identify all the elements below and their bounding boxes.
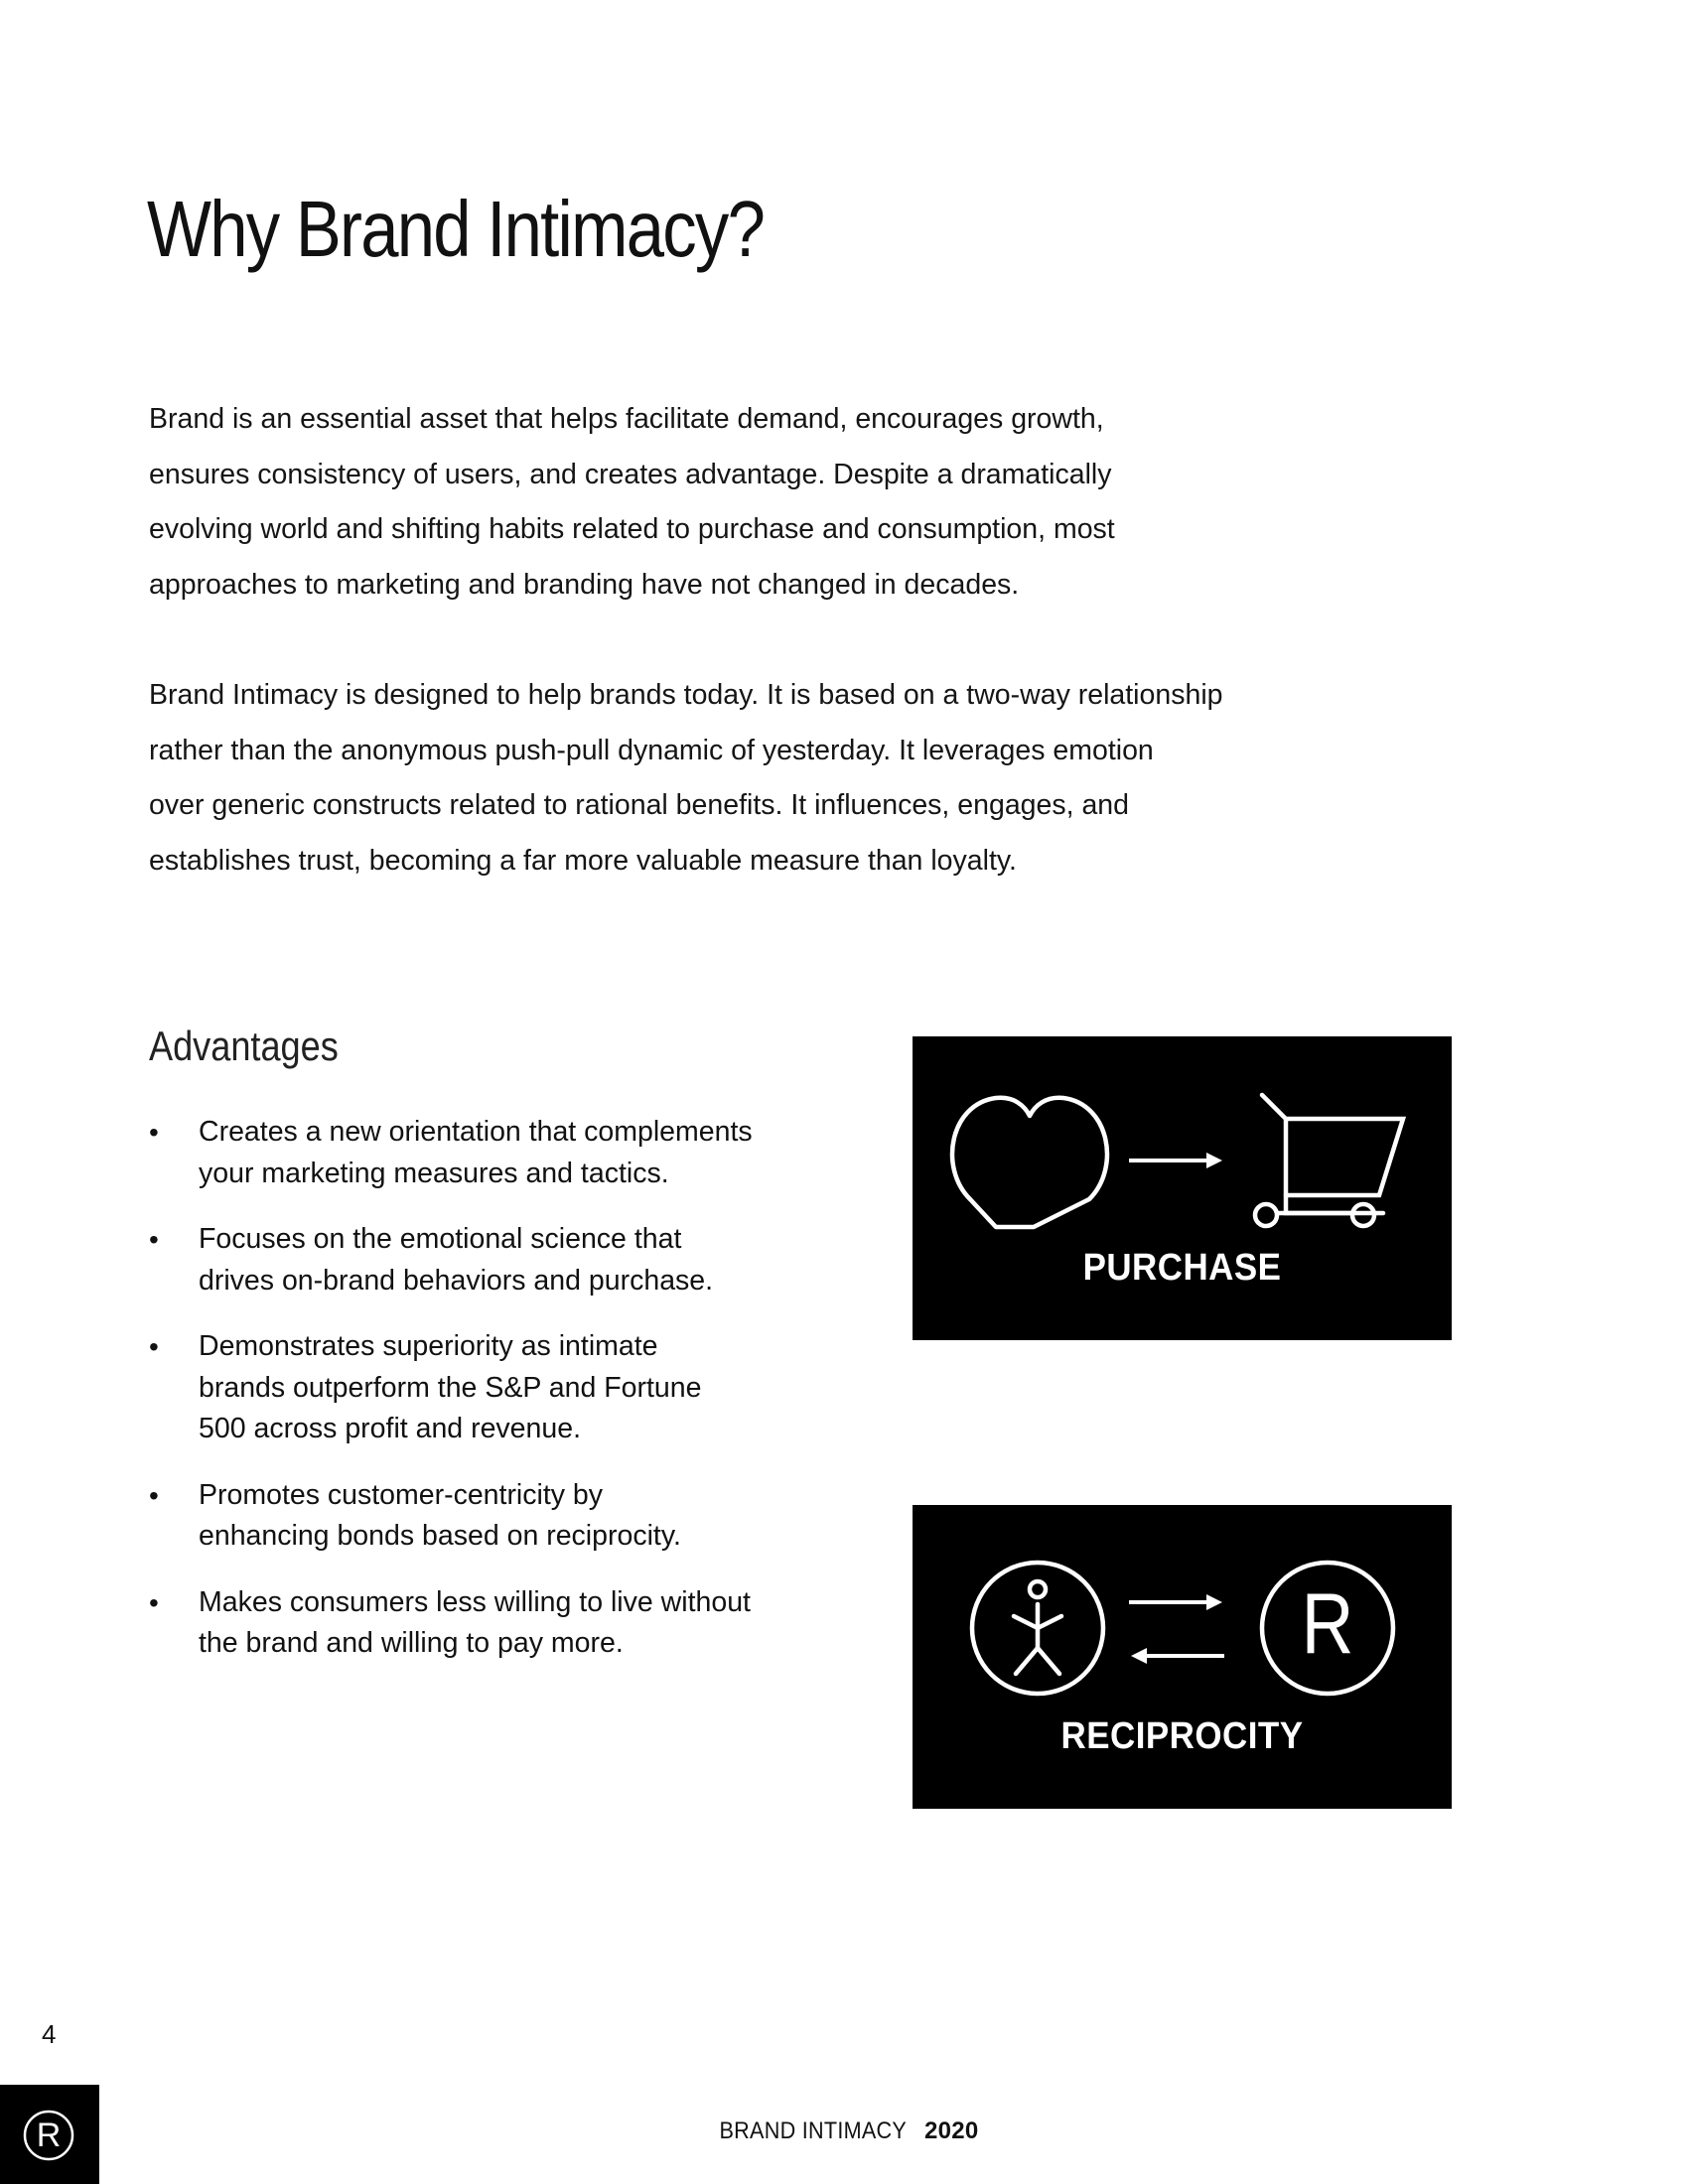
paragraph-line: Brand Intimacy is designed to help brands today. It is based on a two-way relationship [149, 679, 1223, 711]
paragraph-line: over generic constructs related to rational benefits. It influences, engages, and [149, 789, 1130, 821]
list-item [149, 1475, 864, 1558]
purchase-label: PURCHASE [1082, 1247, 1282, 1289]
heart-icon [952, 1098, 1107, 1227]
paragraph-line: approaches to marketing and branding have not changed in decades. [149, 568, 1020, 601]
list-item-line: Promotes customer-centricity by [199, 1478, 604, 1511]
shopping-cart-icon [1255, 1095, 1403, 1226]
bullet-icon: • [149, 1479, 159, 1511]
person-icon [972, 1563, 1103, 1694]
footer [0, 2117, 1688, 2145]
exchange-arrows-icon [1129, 1594, 1224, 1664]
logo-r-glyph: R [36, 2116, 62, 2154]
page-title: Why Brand Intimacy? [147, 185, 765, 273]
list-item-line: Focuses on the emotional science that [199, 1223, 682, 1255]
advantages-heading: Advantages [149, 1023, 339, 1069]
list-item-line: Makes consumers less willing to live without [199, 1585, 751, 1618]
paragraph-line: evolving world and shifting habits related to purchase and consumption, most [149, 513, 1115, 545]
list-item-line: your marketing measures and tactics. [199, 1157, 669, 1189]
arrow-right-icon [1129, 1153, 1222, 1168]
bullet-icon: • [149, 1586, 159, 1618]
list-item-line: Creates a new orientation that complements [199, 1116, 753, 1148]
paragraph-line: ensures consistency of users, and creates advantage. Despite a dramatically [149, 458, 1112, 490]
list-item-line: 500 across profit and revenue. [199, 1413, 581, 1444]
reciprocity-card [913, 1505, 1452, 1809]
purchase-illustration [913, 1036, 1452, 1340]
reciprocity-label: RECIPROCITY [1060, 1715, 1304, 1757]
list-item [149, 1112, 864, 1194]
list-item-line: drives on-brand behaviors and purchase. [199, 1264, 714, 1297]
list-item-line: enhancing bonds based on reciprocity. [199, 1520, 681, 1552]
registered-r-glyph: R [1301, 1576, 1354, 1672]
paragraph-line: rather than the anonymous push-pull dynamic of yesterday. It leverages emotion [149, 734, 1154, 766]
page-number: 4 [42, 2019, 57, 2049]
bullet-icon: • [149, 1331, 159, 1362]
bullet-icon: • [149, 1224, 159, 1255]
paragraph-line: Brand is an essential asset that helps facilitate demand, encourages growth, [149, 403, 1104, 435]
list-item [149, 1326, 864, 1450]
footer-year: 2020 [923, 2117, 979, 2144]
list-item [149, 1582, 864, 1665]
list-item-line: the brand and willing to pay more. [199, 1627, 624, 1659]
list-item-line: Demonstrates superiority as intimate [199, 1330, 658, 1362]
bullet-icon: • [149, 1117, 159, 1148]
purchase-card [913, 1036, 1452, 1340]
intro-paragraph-2 [149, 668, 1301, 888]
list-item [149, 1219, 864, 1301]
intro-paragraph-1 [149, 392, 1301, 613]
footer-publication: BRAND INTIMACY [719, 2117, 908, 2144]
advantages-list [149, 1112, 864, 1690]
paragraph-line: establishes trust, becoming a far more valuable measure than loyalty. [149, 844, 1017, 877]
list-item-line: brands outperform the S&P and Fortune [199, 1371, 702, 1404]
